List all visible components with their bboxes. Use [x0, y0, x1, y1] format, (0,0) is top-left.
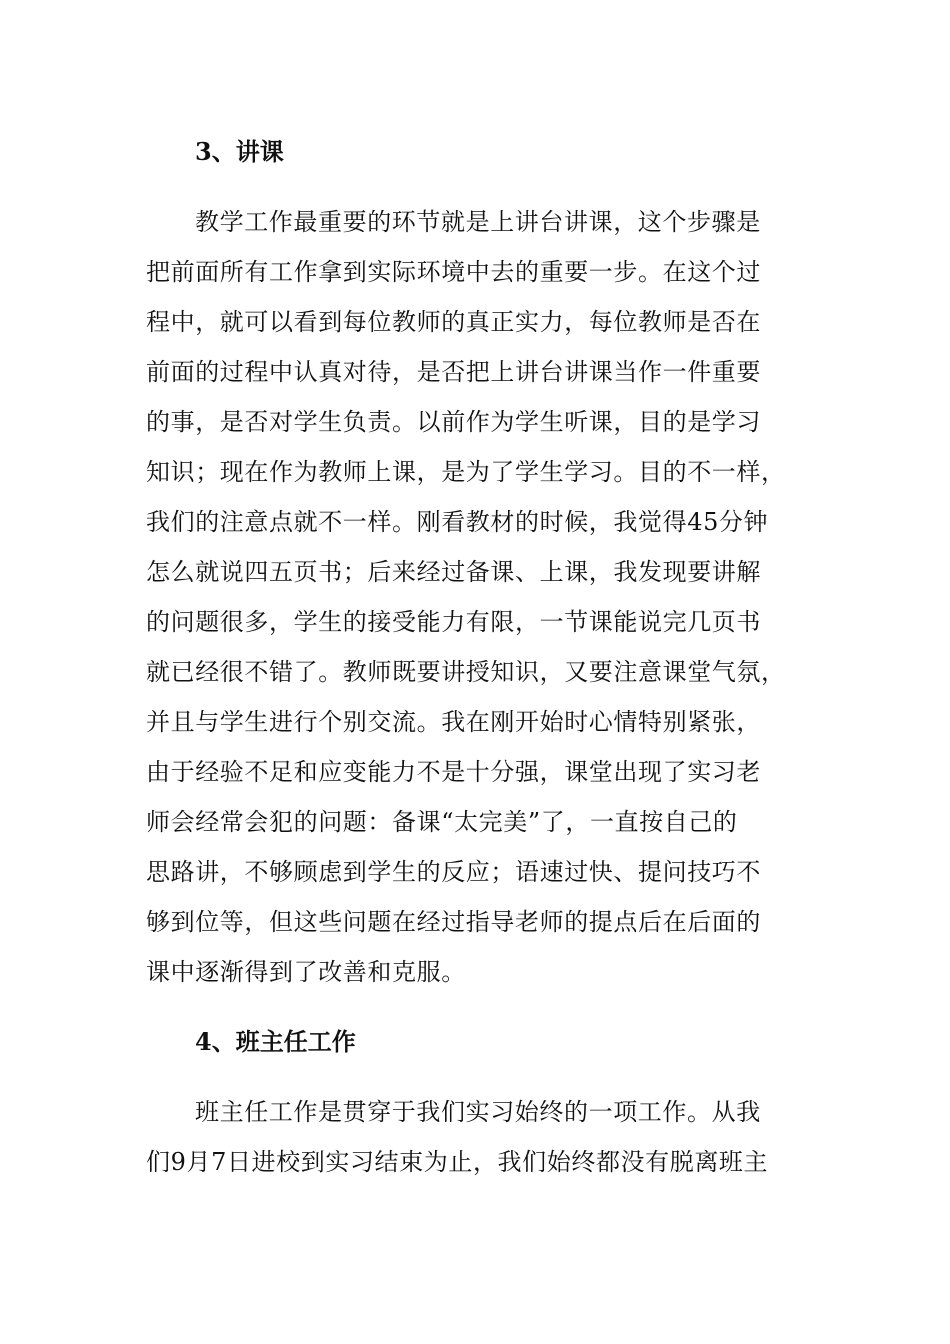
paragraph-line: 就已经很不错了。教师既要讲授知识，又要注意课堂气氛，: [146, 658, 786, 686]
paragraph-line: 并且与学生进行个别交流。我在刚开始时心情特别紧张，: [146, 708, 761, 736]
paragraph-line: 师会经常会犯的问题：备课“太完美”了，一直按自己的: [146, 808, 738, 836]
paragraph-line: 程中，就可以看到每位教师的真正实力，每位教师是否在: [146, 308, 761, 336]
paragraph-line: 由于经验不足和应变能力不是十分强，课堂出现了实习老: [146, 758, 761, 786]
paragraph-line: 前面的过程中认真对待，是否把上讲台讲课当作一件重要: [146, 358, 761, 386]
paragraph-line: 班主任工作是贯穿于我们实习始终的一项工作。从我: [195, 1098, 761, 1126]
paragraph-line: 教学工作最重要的环节就是上讲台讲课，这个步骤是: [195, 208, 761, 236]
paragraph-line: 知识；现在作为教师上课，是为了学生学习。目的不一样，: [146, 458, 786, 486]
section-3-heading: 3、讲课: [195, 137, 284, 166]
paragraph-line: 的问题很多，学生的接受能力有限，一节课能说完几页书: [146, 608, 761, 636]
paragraph-line: 课中逐渐得到了改善和克服。: [146, 958, 466, 986]
paragraph-line: 怎么就说四五页书；后来经过备课、上课，我发现要讲解: [146, 558, 761, 586]
paragraph-line: 的事，是否对学生负责。以前作为学生听课，目的是学习: [146, 408, 761, 436]
paragraph-line: 我们的注意点就不一样。刚看教材的时候，我觉得45分钟: [146, 508, 769, 536]
paragraph-line: 够到位等，但这些问题在经过指导老师的提点后在后面的: [146, 908, 761, 936]
section-4-heading: 4、班主任工作: [195, 1027, 356, 1056]
paragraph-line: 把前面所有工作拿到实际环境中去的重要一步。在这个过: [146, 258, 761, 286]
paragraph-line: 思路讲，不够顾虑到学生的反应；语速过快、提问技巧不: [146, 858, 761, 886]
paragraph-line: 们9月7日进校到实习结束为止，我们始终都没有脱离班主: [146, 1148, 769, 1176]
